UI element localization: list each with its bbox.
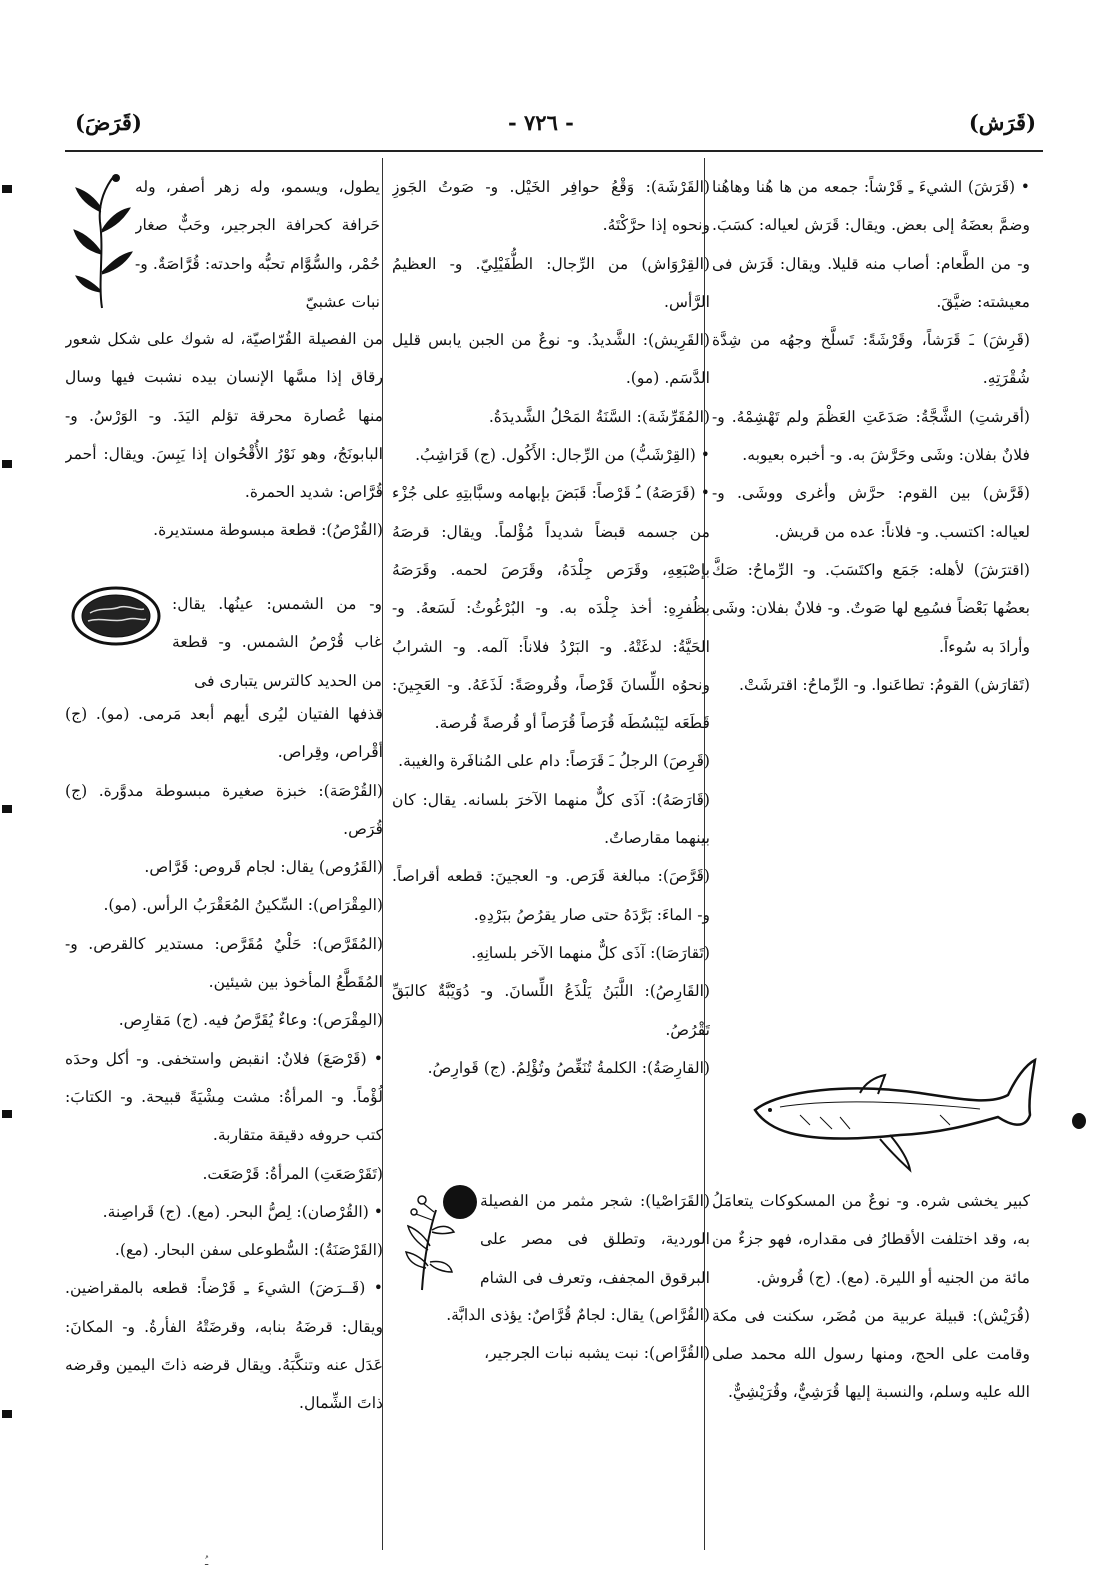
entry: قذفها الفتيان ليُرى أيهم أبعد مَرمى. (مو). (ج) أقْراص، وقِراص. — [65, 705, 383, 762]
column-left-side-text — [172, 585, 382, 695]
entry: (المُقَرِّشَة): السَّنَةُ المَحْلُ الشَّديدَةُ. — [488, 407, 710, 426]
header-right-entry: (قَرَش) — [968, 110, 1036, 135]
entry: (قَارَصَهُ): آذَى كلٌّ منهما الآخرَ بلسانه. يقال: كان بينهما مقارصاتٌ. — [392, 790, 710, 848]
entry: (تَقَرْصَعَتِ) المرأةُ: قَرْصَعَت. — [202, 1164, 383, 1183]
entry: (القارِصَةُ): الكلمةُ تُنَغِّصُ وتُؤْلِمُ. (ج) قَوارِصُ. — [427, 1058, 710, 1077]
entry: (المِقْرَص): وعاءٌ يُقَرَّصُ فيه. (ج) مَقارِص. — [118, 1011, 383, 1030]
entry: • (القُرْصان): لِصُّ البحر. (مع). (ج) قَراصِنة. — [102, 1202, 383, 1221]
entry: (المُقَرَّص): حَلْيٌ مُقَرَّص: مستدير كالقرص. و- المُقَطَّعُ المأخوذ بين شيئين. — [65, 934, 383, 992]
entry: • (قَرْصَعَ) فلانٌ: انقبض واستخفى. و- أكل وحدَه لُؤْماً. و- المرأةُ: مشت مِشْيَةً قبيحة. و- الكتابَ: كتب حروفه دقيقة متقاربة. — [65, 1049, 383, 1145]
entry: يطول، ويسمو، وله زهر أصفر، وله حَرافة كحرافة الجرجير، وحَبٌّ صغار حُمْر، والسُّوَّام تحبُّه واحدته: قُرَّاصَةٌ. و- نبات عشبيّ — [135, 178, 380, 311]
entry: (القُرْصُ): قطعة مبسوطة مستديرة. — [153, 521, 383, 540]
margin-mark — [2, 1410, 12, 1418]
header-rule — [65, 150, 1043, 152]
entry: (قَرَّش) بين القوم: حرَّش وأغرى ووشَى. و- لعياله: اكتسب. و- فلاناً: عده من قريش. — [712, 484, 1030, 541]
entry: (المِقْرَاص): السِّكينُ المُعَقْرَبُ الرأس. (مو). — [103, 896, 383, 915]
entry: (اقترَشَ) لأهله: جَمَع واكتَسَبَ. و- الرِّماحُ: صَكَّ بعضُها بَعْضاً فسُمِع لها صَوتٌ. و- فلانٌ بفلان: وشَى وأرادَ به سُوءاً. — [712, 560, 1030, 656]
entry: (القَارِصُ): اللَّبَنُ يَلْذَعُ اللِّسانَ. و- دُوَيْبَّةٌ كالبَقِّ تَقْرُصُ. — [392, 982, 710, 1039]
flower-illustration — [402, 1180, 480, 1292]
entry: (القُرَّاص) يقال: لجامٌ قُرَّاصٌ: يؤذى الدابَّة. — [446, 1306, 710, 1324]
entry: (القُرْصَة): خبزة صغيرة مبسوطة مدوَّرة. (ج) قُرَص. — [65, 781, 383, 838]
column-left-top — [135, 168, 380, 328]
entry: • (القِرْشَبُّ) من الرِّجال: الأَكُول. (ج) قَرَاشِبُ. — [415, 446, 710, 465]
entry: من الفصيلة القُرّاصيّة، له شوك على شكل شعور رقاق إذا مسَّها الإنسان بيده نشبت فيها وسال منها عُصارة محرقة تؤلم اليَدَ. و- الوَرْسُ. و- البابونَجُ، وهو نَوْرُ الأُقْحُوان إذا يَبِسَ. ويقال: أحمر قُرَّاص: شديد الحمرة. — [65, 330, 383, 502]
entry: (القُرَّاص): نبت يشبه نبات الجرجير، — [484, 1344, 710, 1363]
entry: (تَقارَش) القومُ: تطاعَنوا. و- الرِّماحُ: اقترشَتْ. — [738, 675, 1030, 694]
header-left-entry: (قَرَضَ) — [75, 110, 142, 135]
entry: (أقرشتِ) الشَّجَّةُ: صَدَعَتِ العَظْمَ ولم تَهْشِمْهُ. و- فلانٌ بفلان: وشَى وحَرَّشَ به. و- أخبره بعيوبه. — [712, 407, 1030, 465]
fish-illustration — [740, 1055, 1040, 1175]
entry: كبير يخشى شره. و- نوعٌ من المسكوكات يتعامَلُ به، وقد اختلفت الأقطارُ فى مقداره، فهو جزءٌ من مائة من الجنيه أو الليرة. (مع). (ج) قُروش. — [712, 1192, 1030, 1287]
entry: (القَرَاصْيا): شجر مثمر من الفصيلة الوردية، وتطلق فى مصر على البرقوق المجفف، وتعرف فى الشام — [480, 1192, 710, 1287]
footer-mark: ـُ — [205, 1555, 209, 1568]
entry: (القَرُوص) يقال: لجام قَروص: قَرَّاص. — [144, 858, 383, 877]
entry: • (قَرَشَ) الشيءَ ـِ قَرْشاً: جمعه من ها هُنا وهاهُنا وضمَّ بعضَهُ إلى بعض. ويقال: قَرَش لعياله: كسَبَ. و- من الطَّعام: أصاب منه قليلا. ويقال: قَرَش فى معيشته: ضيَّقَ. — [712, 178, 1030, 311]
entry: (قَرَّصَ): مبالغة قَرَص. و- العجينَ: قطعه أقراصاً. و- الماءَ: بَرَّدَهُ حتى صار يقرُصُ ببَرْدِهِ. — [392, 867, 710, 924]
entry: (قُرَيْش): قبيلة عربية من مُضَر، سكنت فى مكة وقامت على الحج، ومنها رسول الله محمد صلى الله عليه وسلم، والنسبة إليها قُرَشِيٌّ، وقُرَيْشِيٌّ. — [712, 1306, 1030, 1402]
entry: • (قَــرَضَ) الشيءَ ـِ قَرْضاً: قطعه بالمقراضين. ويقال: قرضَهُ بنابه، وقرضَتْهُ الفأرةُ. و- المكانَ: عَدَل عنه وتنكَّبَهُ. ويقال قرضه ذاتَ اليمين وقرضه ذاتَ الشِّمال. — [65, 1279, 383, 1413]
entry: (القَرِيش): الشَّديدُ. و- نوعٌ من الجبن يابس قليل الدَّسَم. (مو). — [392, 331, 710, 388]
entry: و- من الشمس: عينُها. يقال: غاب قُرْصُ الشمس. و- قطعة من الحديد كالترس يتبارى فى — [172, 595, 382, 690]
entry: (قَرِصَ) الرجلُ ـَ قَرَصاً: دام على المُنافَرة والغيبة. — [398, 752, 710, 771]
margin-dot — [1072, 1113, 1086, 1129]
column-middle-side-text — [480, 1182, 710, 1297]
column-middle — [392, 168, 710, 1178]
coin-illustration — [70, 585, 162, 647]
plant-illustration — [68, 172, 136, 310]
margin-mark — [2, 1110, 12, 1118]
entry: (القَرْشَة): وَقْعُ حوافِر الخَيْل. و- صَوتُ الجَوزِ ونحوه إذا حرَّكْتَهُ. — [392, 178, 710, 235]
column-left-middle — [65, 320, 383, 610]
page-number: - ٧٢٦ - — [508, 110, 574, 135]
margin-mark — [2, 185, 12, 193]
entry: (القَرْصَنَةُ): السُّطوعلى سفن البحار. (مع). — [114, 1241, 383, 1260]
entry: (تَقارَصَا): آذَى كلٌّ منهما الآخر بلسانِهِ. — [471, 943, 710, 962]
entry: • (قَرَصَهُ) ـُ قَرْصاً: قَبَضَ بإبهامه وسبَّابتِهِ على جُزْء من جسمه قبضاً شديداً مُؤْلماً. ويقال: قرصَهُ بإصْبَعِهِ، وقَرَص جِلْدَهُ، وقَرَصَ لحمه. وقَرَصَهُ بظُفرِهِ: أخذ جِلْدَه به. و- البُرْغُوثُ: لَسَعهُ. و- الحَيَّةُ: لدغَتْهُ. و- البَرْدُ فلاناً: آلمه. و- الشرابُ ونحوُه اللِّسانَ قَرْصاً، وقُروصَةً: لَذَعَهُ. و- العَجِينَ: قَطَعَه ليَبْسُطَه قُرَصاً قُرَصاً أو قُرصةً قُرصة. — [392, 484, 710, 733]
column-right — [712, 168, 1030, 696]
column-left-lower — [65, 695, 383, 1575]
margin-mark — [2, 460, 12, 468]
entry: (القِرْوَاش) من الرِّجال: الطُّفَيْلِيّ. و- العظيمُ الرَّأس. — [392, 254, 710, 311]
column-right-lower — [712, 1182, 1030, 1582]
entry: (قَرِشَ) ـَ قَرَشاً، وقَرْشَةً: تَسلَّخ وجهُه من شِدَّة شُقْرَتِهِ. — [712, 331, 1030, 388]
column-middle-lower — [392, 1296, 710, 1576]
margin-mark — [2, 805, 12, 813]
